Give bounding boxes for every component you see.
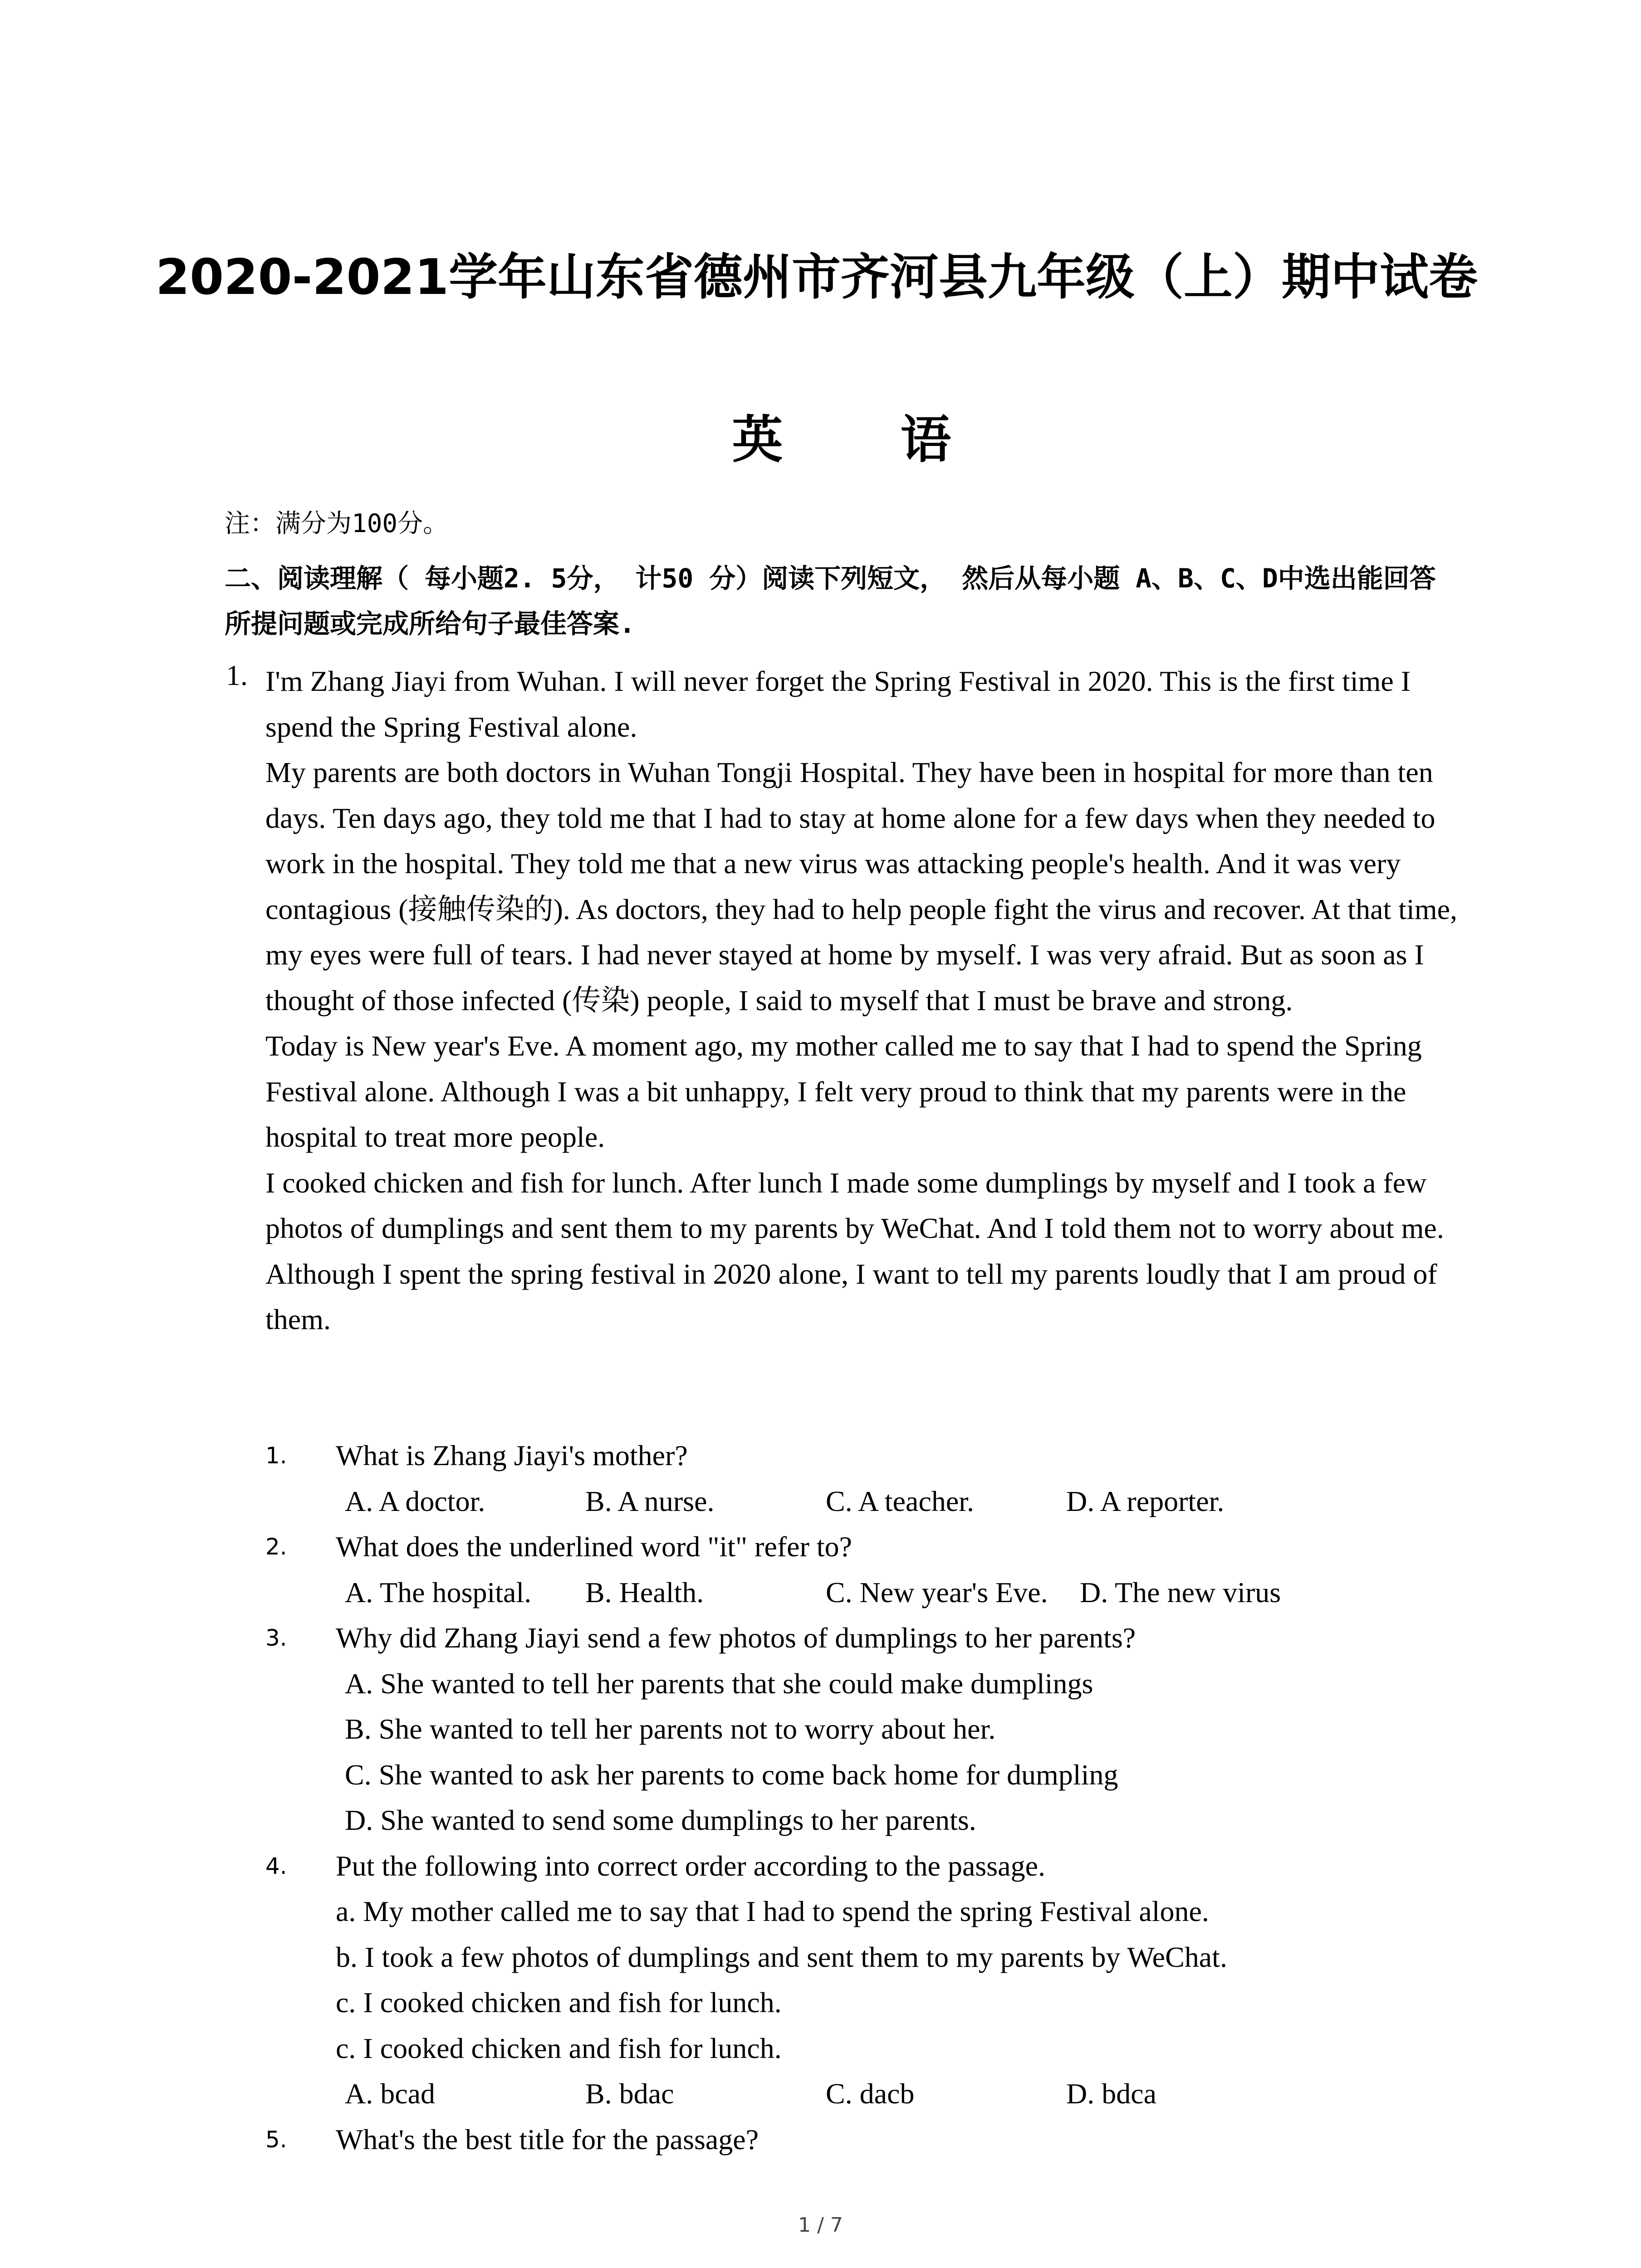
question-number: 1.: [226, 659, 248, 691]
sub-question: [265, 1843, 1463, 2117]
option-row: [265, 1479, 1463, 1525]
sub-question-stem: What's the best title for the passage?: [336, 2123, 759, 2156]
sub-question: [265, 1615, 1463, 1843]
option-a: A. bcad: [345, 2077, 436, 2110]
option-a: A. She wanted to tell her parents that she could make dumplings: [345, 1667, 1093, 1700]
section-heading: 二、阅读理解（ 每小题2. 5分， 计50 分）阅读下列短文， 然后从每小题 A、B、C、D中选出能回答所提问题或完成所给句子最佳答案.: [225, 563, 1436, 639]
option-d: D. bdca: [1066, 2077, 1157, 2110]
sub-question-number: 3.: [265, 1625, 287, 1651]
option-row: [265, 1570, 1463, 1616]
sub-question-list: [265, 1433, 1463, 2162]
option-b: B. bdac: [585, 2077, 674, 2110]
reading-passage: [265, 659, 1463, 1343]
option-c: C. New year's Eve.: [826, 1576, 1048, 1608]
sub-question-stem: Why did Zhang Jiayi send a few photos of dumplings to her parents?: [336, 1622, 1136, 1654]
option-c: C. She wanted to ask her parents to come back home for dumpling: [345, 1758, 1118, 1791]
sub-question-number: 5.: [265, 2126, 287, 2153]
order-item: c. I cooked chicken and fish for lunch.: [336, 1986, 782, 2019]
option-a: A. A doctor.: [345, 1485, 485, 1517]
option-c: C. dacb: [826, 2077, 915, 2110]
sub-question-number: 4.: [265, 1853, 287, 1879]
subject-heading: 英 语: [732, 411, 1001, 469]
sub-question-stem: What does the underlined word "it" refer to?: [336, 1530, 852, 1563]
option-b: B. Health.: [585, 1576, 704, 1608]
option-d: D. She wanted to send some dumplings to her parents.: [345, 1804, 976, 1836]
sub-question-stem: Put the following into correct order according to the passage.: [336, 1849, 1045, 1882]
option-a: A. The hospital.: [345, 1576, 532, 1608]
sub-question: [265, 1524, 1463, 1615]
option-b: B. She wanted to tell her parents not to worry about her.: [345, 1713, 996, 1745]
page-title: 2020-2021学年山东省德州市齐河县九年级（上）期中试卷: [156, 249, 1478, 306]
passage-paragraph: I'm Zhang Jiayi from Wuhan. I will never forget the Spring Festival in 2020. This is the first time I spend the Spring Festival alone.: [265, 665, 1411, 743]
passage-paragraph: I cooked chicken and fish for lunch. After lunch I made some dumplings by myself and I took a few photos of dumplings and sent them to my parents by WeChat. And I told them not to worry about me.: [265, 1166, 1444, 1244]
sub-question: [265, 1433, 1463, 1524]
sub-question-number: 1.: [265, 1442, 287, 1469]
option-row: [265, 2071, 1463, 2117]
passage-paragraph: Today is New year's Eve. A moment ago, my mother called me to say that I had to spend the Spring Festival alone. Although I was a bit unhappy, I felt very proud to think that my parents were in the hospital to treat more people.: [265, 1030, 1422, 1153]
option-b: B. A nurse.: [585, 1485, 715, 1517]
page-number: 1 / 7: [798, 2214, 843, 2237]
sub-question: [265, 2117, 1463, 2163]
passage-paragraph: Although I spent the spring festival in 2020 alone, I want to tell my parents loudly that I am proud of them.: [265, 1257, 1437, 1335]
sub-question-stem: What is Zhang Jiayi's mother?: [336, 1439, 688, 1471]
option-c: C. A teacher.: [826, 1485, 975, 1517]
score-note: 注：满分为100分。: [225, 509, 449, 538]
sub-question-number: 2.: [265, 1534, 287, 1560]
order-item: b. I took a few photos of dumplings and sent them to my parents by WeChat.: [336, 1941, 1227, 1973]
passage-paragraph: My parents are both doctors in Wuhan Tongji Hospital. They have been in hospital for more than ten days. Ten days ago, they told me that I had to stay at home alone for a few days when they needed to work in the hospital. They told me that a new virus was attacking people's health. And it was very contagious (接触传染的). As doctors, they had to help people fight the virus and recover. At that time, my eyes were full of tears. I had never stayed at home by myself. I was very afraid. But as soon as I thought of those infected (传染) people, I said to myself that I must be brave and strong.: [265, 756, 1458, 1017]
order-item: a. My mother called me to say that I had to spend the spring Festival alone.: [336, 1895, 1209, 1927]
option-d: D. A reporter.: [1066, 1485, 1225, 1517]
option-d: D. The new virus: [1080, 1576, 1281, 1608]
order-item: c. I cooked chicken and fish for lunch.: [336, 2032, 782, 2064]
